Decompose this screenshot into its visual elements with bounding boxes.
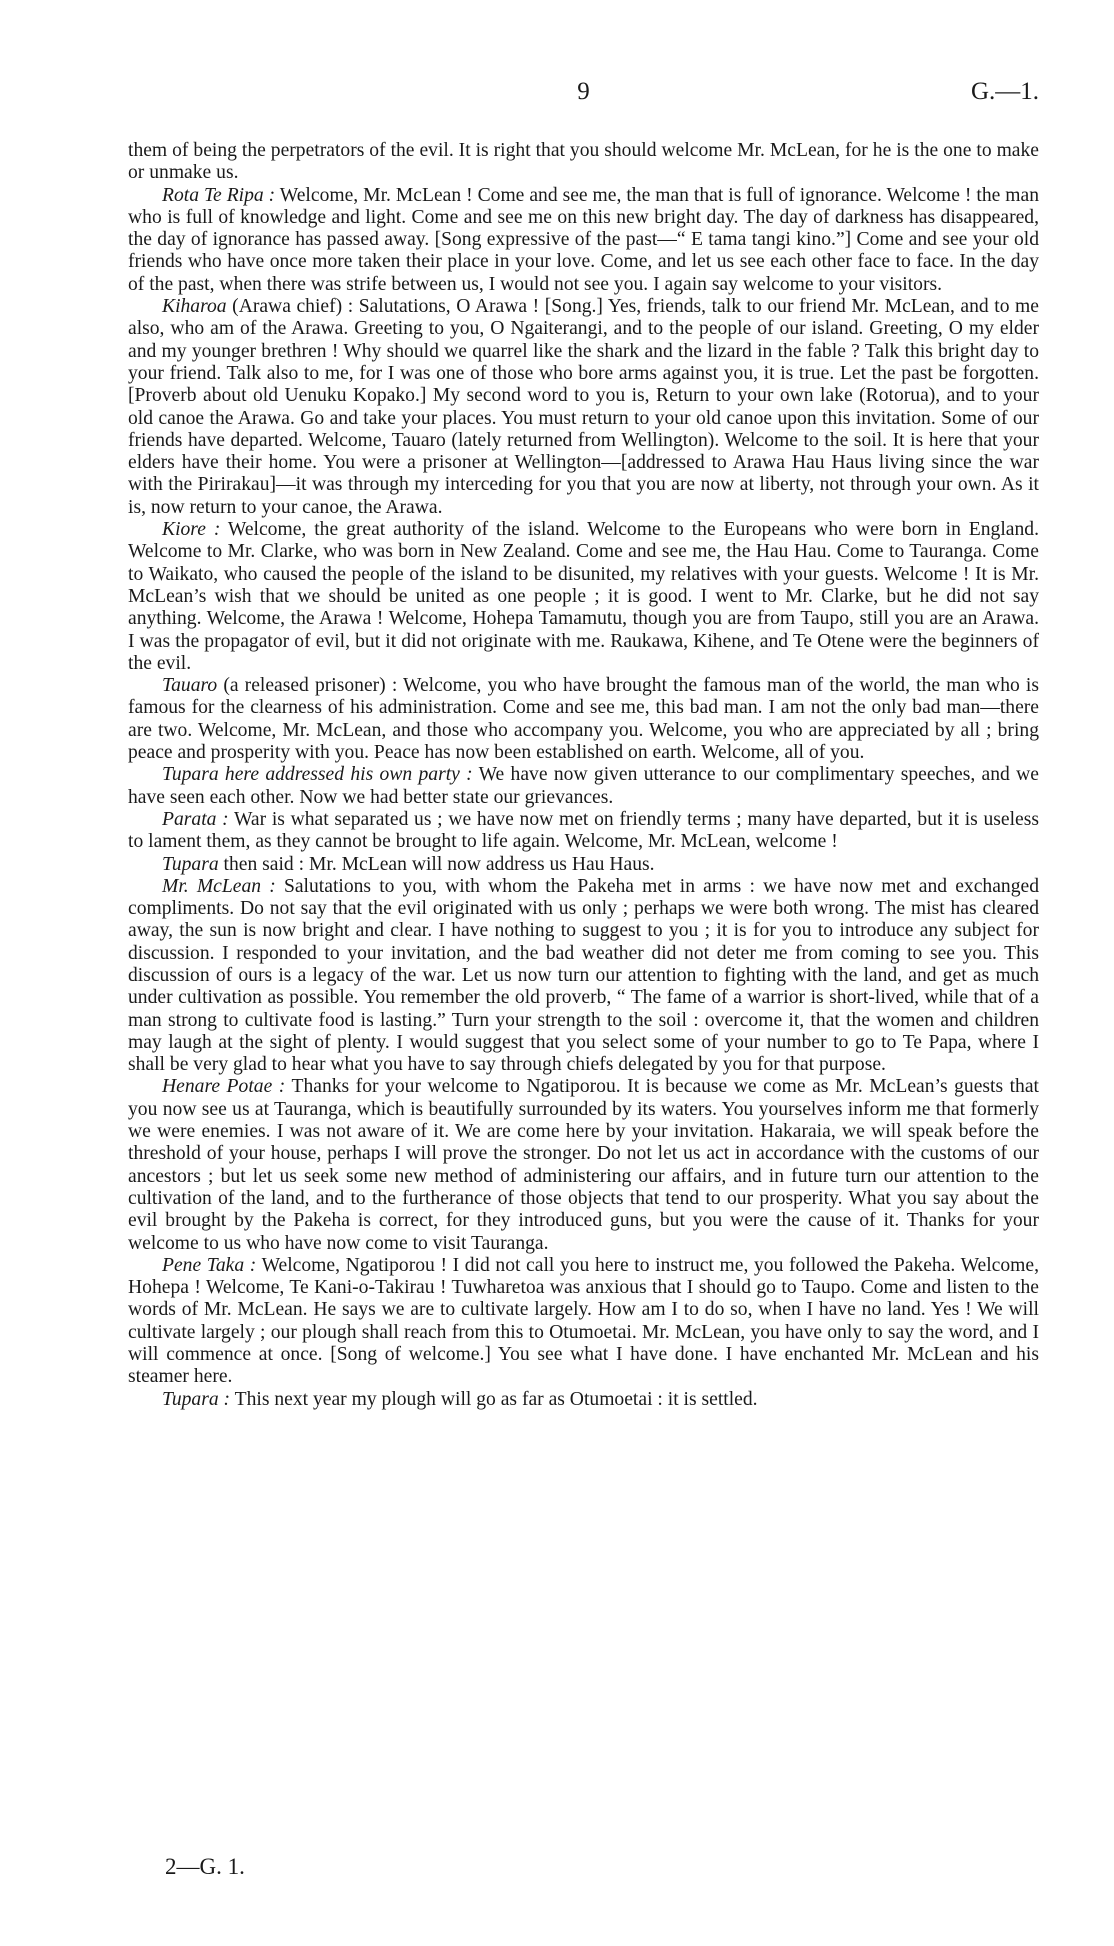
paragraph-text: We have now given utterance to our complimentary speeches, and we have seen each other. Now we had better state our grievances. bbox=[128, 764, 1039, 808]
paragraph bbox=[128, 1255, 1039, 1389]
paragraph-text: (Arawa chief) : Salutations, O Arawa ! [Song.] Yes, friends, talk to our friend Mr. McLean, and to me also, who am of the Arawa. Greeting to you, O Ngaiterangi, and to the people of our island. Greeting, O my elder and my younger brethren ! Why should we quarrel like the shark and the lizard in the fable ? Talk this bright day to your friend. Talk also to me, for I was one of those who bore arms against you, it is true. Let the past be forgotten. [Proverb about old Uenuku Kopako.] My second word to you is, Return to your own lake (Rotorua), and to your old canoe the Arawa. Go and take your places. You must return to your old canoe upon this invitation. Some of our friends have departed. Welcome, Tauaro (lately returned from Wellington). Welcome to the soil. It is here that your elders have their home. You were a prisoner at Wellington—[addressed to Arawa Hau Haus living since the war with the Pirirakau]—it was through my interceding for you that you are now at liberty, not through your own. As it is, now return to your canoe, the Arawa. bbox=[128, 296, 1039, 518]
speaker-name: Henare Potae : bbox=[162, 1076, 286, 1098]
document-reference: G.—1. bbox=[970, 78, 1039, 105]
speaker-name: Tupara here addressed his own party : bbox=[162, 764, 473, 786]
paragraph-text: War is what separated us ; we have now met on friendly terms ; many have departed, but it is useless to lament them, as they cannot be brought to life again. Welcome, Mr. McLean, welcome ! bbox=[128, 808, 1039, 853]
paragraph-text: (a released prisoner) : Welcome, you who have brought the famous man of the world, the man who is famous for the clearness of his administration. Come and see me, this bad man. I am not the only bad man—there are two. Welcome, Mr. McLean, and those who accompany you. Welcome, you who are appreciated by all ; bring peace and prosperity with you. Peace has now been established on earth. Welcome, all of you. bbox=[128, 675, 1039, 764]
document-body bbox=[128, 140, 1039, 1411]
paragraph bbox=[128, 296, 1039, 519]
paragraph-text: them of being the perpetrators of the evil. It is right that you should welcome Mr. McLean, for he is the one to make or unmake us. bbox=[128, 140, 1039, 184]
speaker-name: Kiharoa bbox=[162, 296, 227, 318]
paragraph bbox=[128, 809, 1039, 854]
speaker-name: Pene Taka : bbox=[162, 1254, 257, 1276]
paragraph bbox=[128, 854, 1039, 876]
paragraph bbox=[128, 140, 1039, 185]
paragraph bbox=[128, 1076, 1039, 1254]
paragraph-text: then said : Mr. McLean will now address us Hau Haus. bbox=[218, 853, 655, 875]
paragraph-text: This next year my plough will go as far as Otumoetai : it is settled. bbox=[230, 1388, 758, 1410]
paragraph bbox=[128, 185, 1039, 296]
speaker-name: Rota Te Ripa : bbox=[162, 184, 276, 206]
paragraph-text: Welcome, Mr. McLean ! Come and see me, the man that is full of ignorance. Welcome ! the man who is full of knowledge and light. Come and see me on this new bright day. The day of darkness has disappeared, the day of ignorance has passed away. [Song expressive of the past—“ E tama tangi kino.”] Come and see your old friends who have once more taken their place in your love. Come, and let us see each other face to face. In the day of the past, when there was strife between us, I would not see you. I again say welcome to your visitors. bbox=[128, 184, 1040, 295]
paragraph-text: Thanks for your welcome to Ngatiporou. It is because we come as Mr. McLean’s guests that you now see us at Tauranga, which is beautifully surrounded by its waters. You yourselves inform me that formerly we were enemies. I was not aware of it. We are come here by your invitation. Hakaraia, we will speak before the threshold of your house, perhaps I will prove the stronger. Do not let us act in accordance with the customs of our ancestors ; but let us seek some new method of administering our affairs, and in future turn our attention to the cultivation of the land, and to the furtherance of those objects that tend to our prosperity. What you say about the evil brought by the Pakeha is correct, for they introduced guns, but you were the cause of it. Thanks for your welcome to us who have now come to visit Tauranga. bbox=[128, 1076, 1039, 1254]
page-number: 9 bbox=[577, 78, 590, 105]
paragraph bbox=[128, 1389, 1039, 1411]
paragraph-text: Welcome, the great authority of the island. Welcome to the Europeans who were born in England. Welcome to Mr. Clarke, who was born in New Zealand. Come and see me, the Hau Hau. Come to Tauranga. Come to Waikato, who caused the people of the island to be disunited, my relatives with your guests. Welcome ! It is Mr. McLean’s wish that we should be united as one people ; it is good. I went to Mr. Clarke, but he did not say anything. Welcome, the Arawa ! Welcome, Hohepa Tamamutu, though you are from Taupo, still you are an Arawa. I was the propagator of evil, but it did not originate with me. Raukawa, Kihene, and Te Otene were the beginners of the evil. bbox=[128, 519, 1039, 674]
page-header bbox=[128, 78, 1039, 112]
paragraph-text: Salutations to you, with whom the Pakeha met in arms : we have now met and exchanged compliments. Do not say that the evil originated with us only ; perhaps we were both wrong. The mist has cleared away, the sun is now bright and clear. I have nothing to suggest to you ; it is for you to introduce any subject for discussion. I responded to your invitation, and the bad weather did not deter me from coming to see you. This discussion of ours is a legacy of the war. Let us now turn our attention to fighting with the land, and get as much under cultivation as possible. You remember the old proverb, “ The fame of a warrior is short-lived, while that of a man strong to cultivate food is lasting.” Turn your strength to the soil : overcome it, that the women and children may laugh at the sight of plenty. I would suggest that you select some of your number to go to Te Papa, where I shall be very glad to hear what you have to say through chiefs delegated by you for that purpose. bbox=[128, 875, 1039, 1076]
speaker-name: Tupara bbox=[162, 853, 219, 875]
speaker-name: Parata : bbox=[162, 808, 229, 830]
paragraph bbox=[128, 519, 1039, 675]
paragraph bbox=[128, 675, 1039, 764]
paragraph-text: Welcome, Ngatiporou ! I did not call you here to instruct me, you followed the Pakeha. Welcome, Hohepa ! Welcome, Te Kani-o-Takirau ! Tuwharetoa was anxious that I should go to Taupo. Come and listen to the words of Mr. McLean. He says we are to cultivate largely. How am I to do so, when I have no land. Yes ! We will cultivate largely ; our plough shall reach from this to Otumoetai. Mr. McLean, you have only to say the word, and I will commence at once. [Song of welcome.] You see what I have done. I have enchanted Mr. McLean and his steamer here. bbox=[128, 1254, 1039, 1388]
speaker-name: Kiore : bbox=[162, 519, 221, 541]
speaker-name: Tauaro bbox=[162, 675, 218, 697]
speaker-name: Mr. McLean : bbox=[162, 875, 276, 897]
signature-mark: 2—G. 1. bbox=[165, 1854, 245, 1879]
speaker-name: Tupara : bbox=[162, 1388, 231, 1410]
paragraph bbox=[128, 764, 1039, 809]
paragraph bbox=[128, 876, 1039, 1077]
